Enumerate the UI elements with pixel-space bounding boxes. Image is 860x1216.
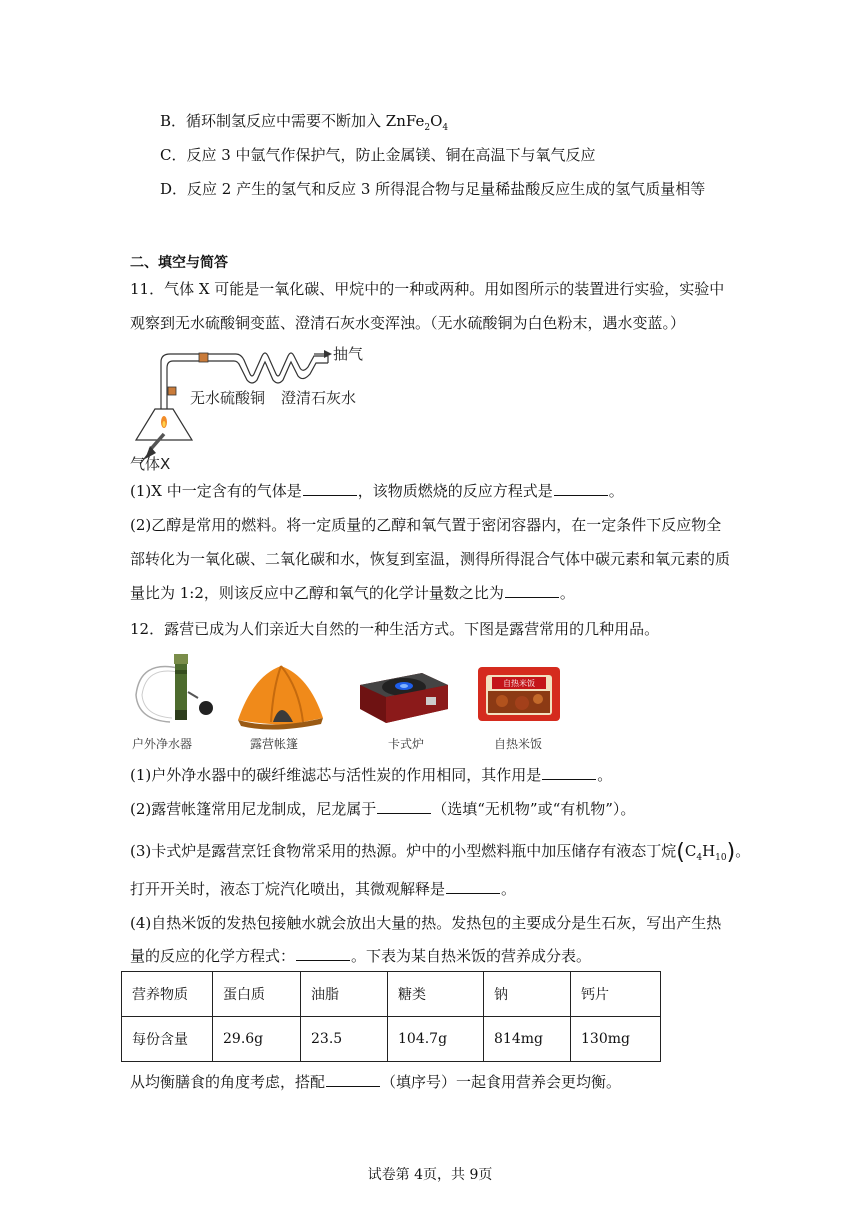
- option-d: D．反应 2 产生的氢气和反应 3 所得混合物与足量稀盐酸反应生成的氢气质量相等: [160, 180, 706, 198]
- q12-part3-line2: 打开开关时，液态丁烷汽化喷出，其微观解释是 。: [130, 880, 517, 898]
- q12-part3-line1: (3)卡式炉是露营烹饪食物常采用的热源。炉中的小型燃料瓶中加压储存有液态丁烷$(C_4H_{10})$。: [130, 840, 751, 865]
- nutrition-table: [121, 971, 661, 1062]
- answer-blank[interactable]: [303, 481, 357, 496]
- q12-part4-line1: (4)自热米饭的发热包接触水就会放出大量的热。发热包的主要成分是生石灰，写出产生热: [130, 914, 722, 932]
- q12-final: 从均衡膳食的角度考虑，搭配 （填序号）一起食用营养会更均衡。: [130, 1073, 622, 1091]
- label-limewater: 澄清石灰水: [281, 389, 357, 407]
- answer-blank[interactable]: [326, 1072, 380, 1087]
- page-footer: 试卷第 4页，共 9页: [367, 1167, 493, 1183]
- q11-part2-line2: 部转化为一氧化碳、二氧化碳和水，恢复到室温，测得所得混合气体中碳元素和氧元素的质: [130, 550, 731, 568]
- caption-tent: 露营帐篷: [250, 737, 299, 751]
- table-cell: 钠: [484, 972, 571, 1017]
- label-pump: 抽气: [333, 345, 364, 363]
- caption-rice: 自热米饭: [494, 737, 543, 751]
- apparatus-diagram: [128, 342, 388, 474]
- table-cell: 814mg: [484, 1017, 571, 1062]
- table-header-row: [122, 972, 661, 1017]
- table-cell: 钙片: [571, 972, 661, 1017]
- table-cell: 130mg: [571, 1017, 661, 1062]
- answer-blank[interactable]: [542, 765, 596, 780]
- q11-line2: 观察到无水硫酸铜变蓝、澄清石灰水变浑浊。（无水硫酸铜为白色粉末，遇水变蓝。）: [130, 314, 686, 332]
- q12-part1: (1)户外净水器中的碳纤维滤芯与活性炭的作用相同，其作用是 。: [130, 766, 613, 784]
- q11-part1: (1)X 中一定含有的气体是 ，该物质燃烧的反应方程式是 。: [130, 482, 624, 500]
- answer-blank[interactable]: [377, 799, 431, 814]
- option-c: C．反应 3 中氩气作保护气，防止金属镁、铜在高温下与氧气反应: [160, 146, 596, 164]
- table-cell: 油脂: [301, 972, 388, 1017]
- tent-image: [233, 658, 328, 730]
- water-filter-image: [130, 650, 225, 728]
- table-cell: 29.6g: [213, 1017, 301, 1062]
- self-heating-rice-image: [476, 665, 562, 723]
- section-title: 二、填空与简答: [130, 255, 228, 271]
- table-cell: 营养物质: [122, 972, 213, 1017]
- label-gas: 气体X: [130, 455, 171, 473]
- table-cell: 蛋白质: [213, 972, 301, 1017]
- q11-part2-line3: 量比为 1:2，则该反应中乙醇和氧气的化学计量数之比为 。: [130, 584, 575, 602]
- butane-formula: $C_4H_{10}$: [684, 842, 727, 863]
- table-cell: 糖类: [388, 972, 484, 1017]
- q11-line1: 11．气体 X 可能是一氧化碳、甲烷中的一种或两种。用如图所示的装置进行实验，实验中: [130, 280, 725, 298]
- caption-filter: 户外净水器: [132, 737, 193, 751]
- table-cell: 23.5: [301, 1017, 388, 1062]
- svg-text:自热米饭: 自热米饭: [503, 679, 535, 688]
- table-row: [122, 1017, 661, 1062]
- q11-part2-line1: (2)乙醇是常用的燃料。将一定质量的乙醇和氧气置于密闭容器内，在一定条件下反应物全: [130, 516, 722, 534]
- caption-stove: 卡式炉: [388, 737, 425, 751]
- label-cuso4: 无水硫酸铜: [190, 389, 266, 407]
- answer-blank[interactable]: [296, 946, 350, 961]
- q12-part4-line2: 量的反应的化学方程式： 。下表为某自热米饭的营养成分表。: [130, 947, 592, 965]
- answer-blank[interactable]: [446, 879, 500, 894]
- q12-part2: (2)露营帐篷常用尼龙制成，尼龙属于 （选填“无机物”或“有机物”）。: [130, 800, 636, 818]
- option-b: B．循环制氢反应中需要不断加入 $ZnFe_2O_4$: [160, 112, 449, 133]
- table-cell: 104.7g: [388, 1017, 484, 1062]
- table-cell: 每份含量: [122, 1017, 213, 1062]
- answer-blank[interactable]: [505, 583, 559, 598]
- q12-line1: 12．露营已成为人们亲近大自然的一种生活方式。下图是露营常用的几种用品。: [130, 620, 660, 638]
- stove-image: [352, 663, 452, 729]
- answer-blank[interactable]: [554, 481, 608, 496]
